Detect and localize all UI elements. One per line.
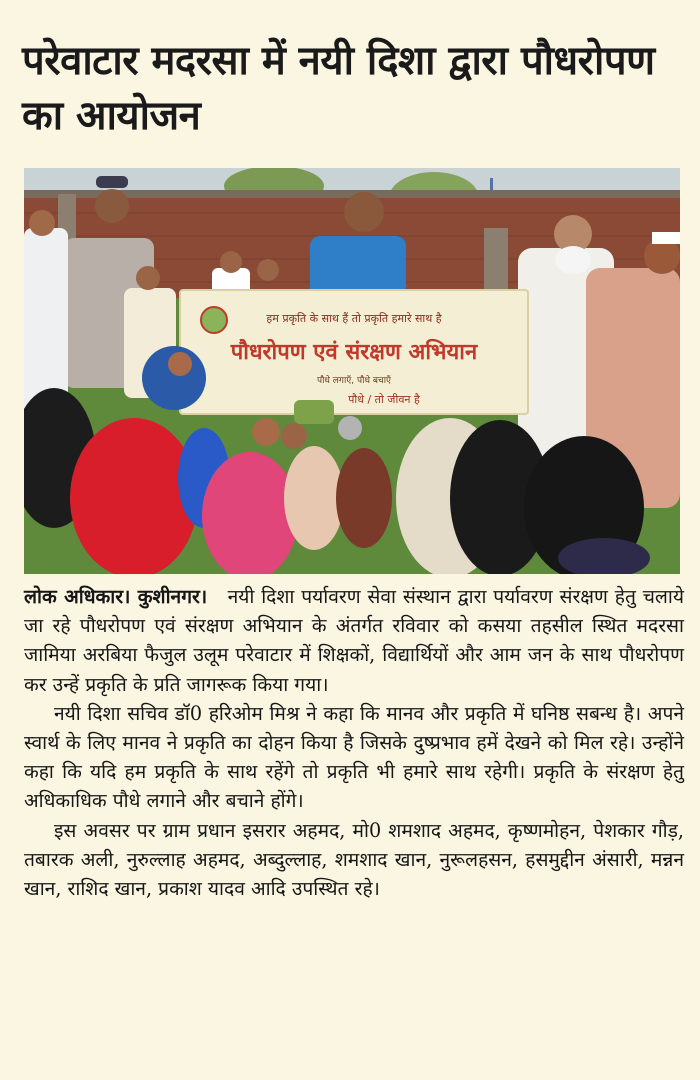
article-body (24, 582, 684, 903)
banner-tagline: हम प्रकृति के साथ हैं तो प्रकृति हमारे साथ है (266, 312, 442, 325)
headline: परेवाटार मदरसा में नयी दिशा द्वारा पौधरोपण का आयोजन (22, 38, 655, 139)
banner-logo (201, 307, 227, 333)
cut-off-next-line (180, 1072, 510, 1080)
banner-subtitle: पौधे लगाएँ, पौधे बचाएँ (316, 376, 392, 386)
news-photo (24, 168, 680, 574)
child-seated (284, 446, 344, 550)
article-paragraph: नयी दिशा सचिव डॉ0 हरिओम मिश्र ने कहा कि मानव और प्रकृति में घनिष्ठ सबन्ध है। अपने स्वार्थ के लिए मानव ने प्रकृति का दोहन किया है जिसके दुष्प्रभाव हमें देखने को मिल रहे। उन्होंने कहा कि यदि हम प्रकृति के साथ रहेंगे तो प्रकृति भी हमारे साथ रहेगी। प्रकृति के संरक्षण हेतु अधिकाधिक पौधे लगाने और बचाने होंगे। (24, 701, 684, 813)
child-seated (336, 448, 392, 548)
girl-pink-scarf (202, 452, 298, 574)
plant-sapling (294, 400, 334, 424)
paragraph-text: नयी दिशा पर्यावरण सेवा संस्थान द्वारा पर्यावरण संरक्षण हेतु चलाये जा रहे पौधरोपण एवं संरक्षण अभियान के अंतर्गत रविवार को कसया तहसील स्थित मदरसा जामिया अरबिया फैजुल उलूम परेवाटार में शिक्षकों, विद्यार्थियों और आम जन के साथ पौधरोपण कर उन्हें प्रकृति के प्रति जागरूक किया गया। (24, 585, 685, 696)
banner-footer: पौधे / तो जीवन है (348, 393, 420, 406)
girl-red-scarf (70, 418, 198, 574)
dateline: लोक अधिकार। कुशीनगर। (24, 585, 208, 608)
article-paragraph: इस अवसर पर ग्राम प्रधान इसरार अहमद, मो0 शमशाद अहमद, कृष्णमोहन, पेशकार गौड़, तबारक अली, नुरुल्लाह अहमद, अब्दुल्लाह, शमशाद खान, नुरूलहसन, हसमुद्दीन अंसारी, मन्नन खान, राशिद खान, प्रकाश यादव आदि उपस्थित रहे। (24, 818, 684, 901)
article-paragraph (24, 582, 684, 699)
banner-title: पौधरोपण एवं संरक्षण अभियान (230, 340, 478, 365)
